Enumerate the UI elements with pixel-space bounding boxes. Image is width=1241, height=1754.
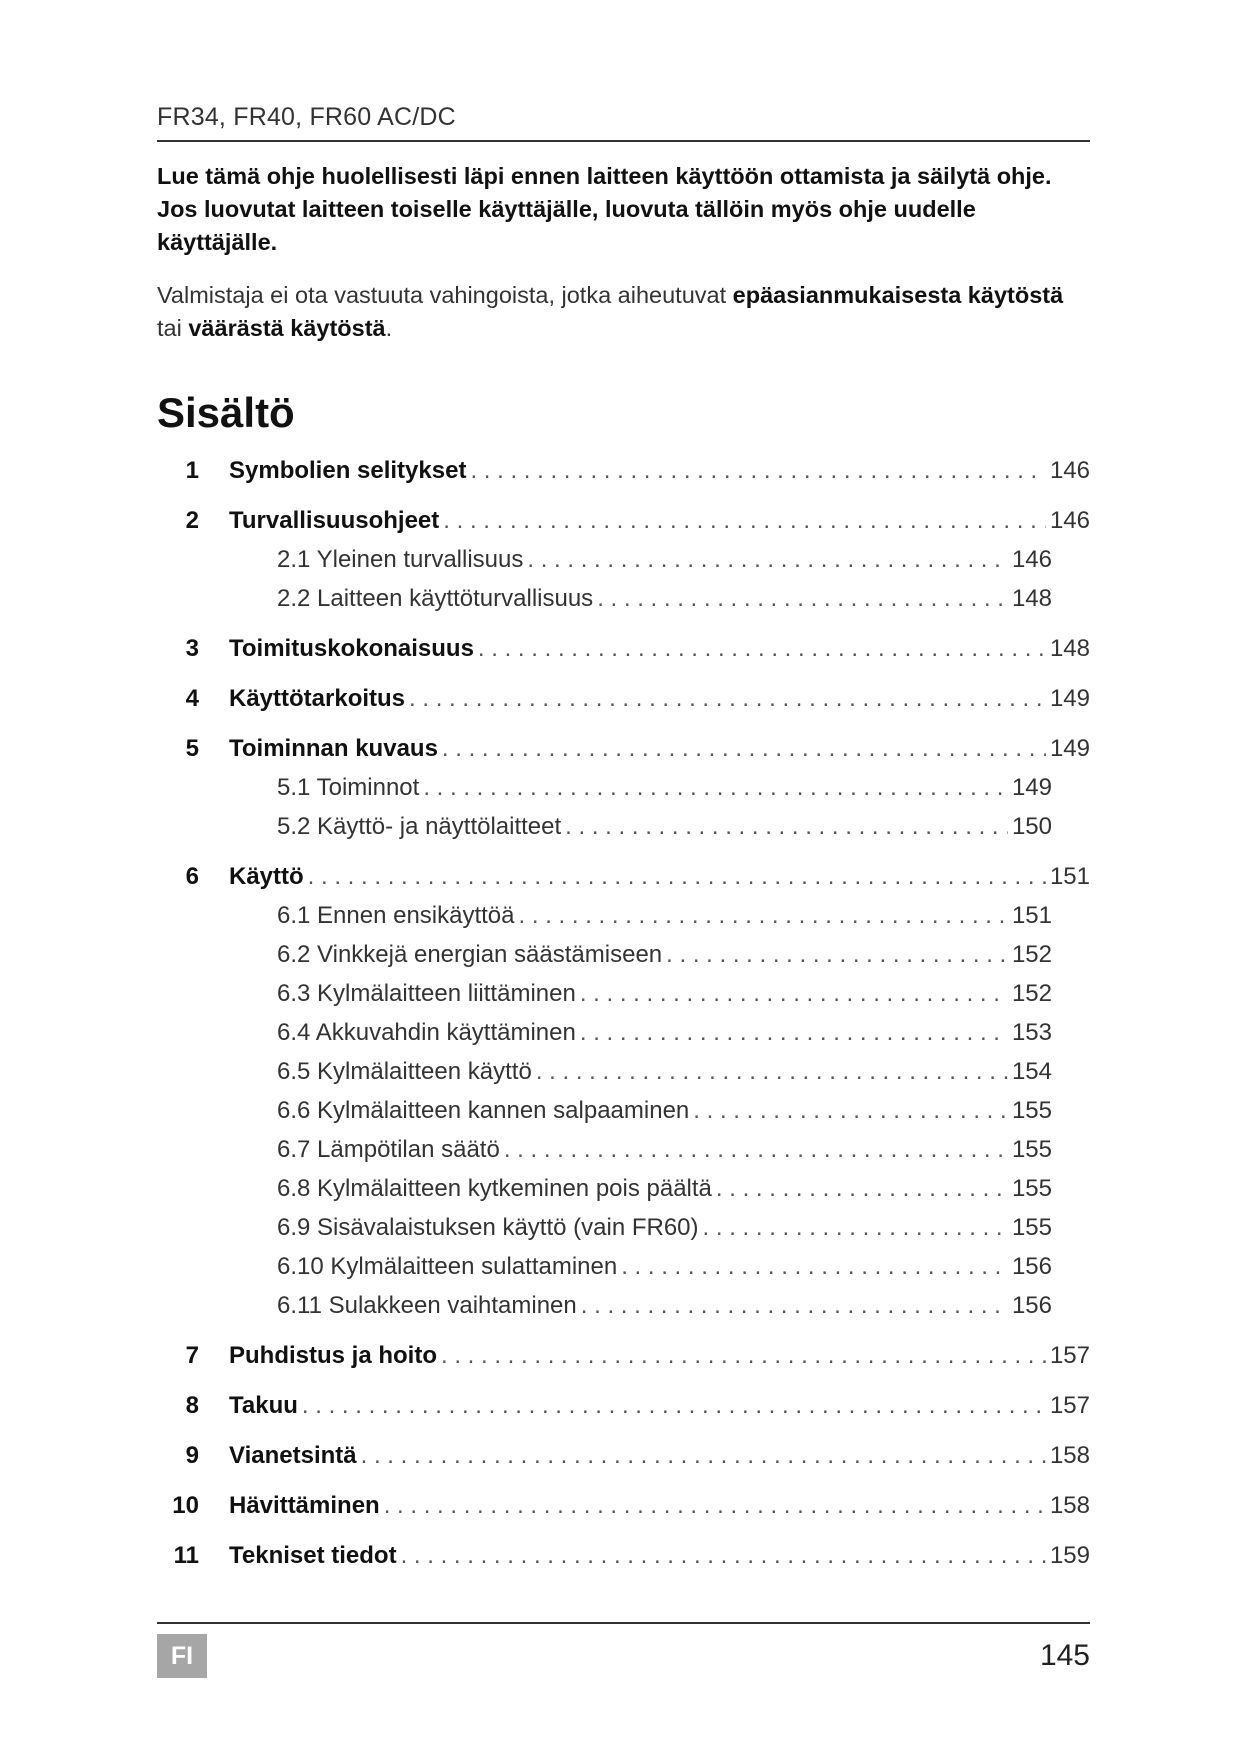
toc-chapter-entry[interactable] (157, 1342, 1090, 1381)
toc-dot-leader (361, 1442, 1046, 1470)
liability-text-2: tai (157, 315, 189, 341)
toc-chapter-entry[interactable] (157, 1542, 1090, 1581)
toc-dot-leader (703, 1214, 1008, 1242)
toc-entry-number: 6 (185, 863, 199, 890)
toc-chapter-entry[interactable] (157, 1492, 1090, 1531)
toc-entry-label: Käyttötarkoitus (229, 685, 406, 712)
toc-section-entry[interactable] (157, 585, 1052, 624)
toc-entry-page: 155 (1011, 1214, 1052, 1241)
toc-dot-leader (565, 813, 1008, 841)
toc-entry-page: 150 (1011, 813, 1052, 840)
toc-dot-leader (442, 735, 1046, 763)
toc-dot-leader (621, 1253, 1008, 1281)
toc-entry-label: Turvallisuusohjeet (229, 507, 440, 534)
toc-chapter-entry[interactable] (157, 507, 1090, 546)
toc-entry-label: 6.2 Vinkkejä energian säästämiseen (277, 941, 663, 968)
toc-section-entry[interactable] (157, 1019, 1052, 1058)
toc-entry-number: 11 (173, 1542, 199, 1569)
toc-entry-page: 148 (1011, 585, 1052, 612)
toc-section-entry[interactable] (157, 774, 1052, 813)
toc-entry-page: 155 (1011, 1175, 1052, 1202)
toc-entry-label: 2.1 Yleinen turvallisuus (277, 546, 524, 573)
toc-dot-leader (581, 1292, 1008, 1320)
toc-entry-label: 6.10 Kylmälaitteen sulattaminen (277, 1253, 618, 1280)
toc-entry-label: 6.9 Sisävalaistuksen käyttö (vain FR60) (277, 1214, 699, 1241)
toc-entry-number: 7 (185, 1342, 199, 1369)
toc-entry-page: 157 (1049, 1392, 1090, 1419)
toc-chapter-entry[interactable] (157, 1392, 1090, 1431)
toc-chapter-entry[interactable] (157, 457, 1090, 496)
toc-dot-leader (580, 1019, 1008, 1047)
toc-entry-label: Hävittäminen (229, 1492, 380, 1519)
toc-entry-label: 6.11 Sulakkeen vaihtaminen (277, 1292, 577, 1319)
toc-dot-leader (504, 1136, 1008, 1164)
toc-entry-label: Takuu (229, 1392, 298, 1419)
toc-section-entry[interactable] (157, 1058, 1052, 1097)
liability-text-3: . (385, 315, 393, 341)
toc-entry-label: Vianetsintä (229, 1442, 357, 1469)
document-model-title: FR34, FR40, FR60 AC/DC (157, 103, 456, 131)
toc-entry-page: 151 (1011, 902, 1052, 929)
toc-entry-label: Toimituskokonaisuus (229, 635, 474, 662)
toc-entry-page: 156 (1011, 1253, 1052, 1280)
toc-dot-leader (443, 507, 1046, 535)
toc-entry-label: Puhdistus ja hoito (229, 1342, 437, 1369)
toc-entry-number: 8 (185, 1392, 199, 1419)
toc-entry-page: 146 (1049, 507, 1090, 534)
toc-entry-page: 148 (1049, 635, 1090, 662)
toc-entry-label: 6.4 Akkuvahdin käyttäminen (277, 1019, 576, 1046)
toc-dot-leader (716, 1175, 1008, 1203)
toc-chapter-entry[interactable] (157, 1442, 1090, 1481)
toc-entry-number: 5 (185, 735, 199, 762)
toc-dot-leader (693, 1097, 1008, 1125)
toc-title: Sisältö (157, 389, 295, 436)
toc-entry-label: 2.2 Laitteen käyttöturvallisuus (277, 585, 594, 612)
toc-entry-page: 158 (1049, 1442, 1090, 1469)
toc-entry-page: 155 (1011, 1136, 1052, 1163)
toc-section-entry[interactable] (157, 1292, 1052, 1331)
toc-entry-label: 6.7 Lämpötilan säätö (277, 1136, 500, 1163)
toc-section-entry[interactable] (157, 902, 1052, 941)
toc-chapter-entry[interactable] (157, 635, 1090, 674)
toc-section-entry[interactable] (157, 1097, 1052, 1136)
toc-chapter-entry[interactable] (157, 735, 1090, 774)
toc-entry-page: 154 (1011, 1058, 1052, 1085)
table-of-contents (157, 457, 1090, 1581)
toc-entry-page: 153 (1011, 1019, 1052, 1046)
toc-dot-leader (536, 1058, 1008, 1086)
toc-dot-leader (401, 1542, 1046, 1570)
toc-entry-page: 146 (1011, 546, 1052, 573)
toc-entry-label: 6.8 Kylmälaitteen kytkeminen pois päältä (277, 1175, 712, 1202)
toc-entry-number: 3 (185, 635, 199, 662)
toc-entry-number: 1 (185, 457, 199, 484)
toc-dot-leader (519, 902, 1008, 930)
toc-entry-page: 146 (1049, 457, 1090, 484)
toc-entry-label: 6.6 Kylmälaitteen kannen salpaaminen (277, 1097, 690, 1124)
toc-entry-number: 10 (172, 1492, 199, 1519)
toc-entry-page: 152 (1011, 980, 1052, 1007)
liability-text-1: Valmistaja ei ota vastuuta vahingoista, jotka aiheutuvat (157, 282, 733, 308)
page-number: 145 (1039, 1639, 1090, 1672)
toc-entry-page: 152 (1011, 941, 1052, 968)
toc-section-entry[interactable] (157, 1136, 1052, 1175)
toc-dot-leader (527, 546, 1008, 574)
toc-section-entry[interactable] (157, 1253, 1052, 1292)
toc-entry-label: 5.1 Toiminnot (277, 774, 420, 801)
toc-chapter-entry[interactable] (157, 863, 1090, 902)
toc-entry-page: 151 (1049, 863, 1090, 890)
toc-entry-label: 6.3 Kylmälaitteen liittäminen (277, 980, 576, 1007)
toc-dot-leader (597, 585, 1008, 613)
liability-bold-2: väärästä käytöstä (188, 315, 386, 341)
toc-chapter-entry[interactable] (157, 685, 1090, 724)
toc-entry-label: Toiminnan kuvaus (229, 735, 438, 762)
intro-instruction: Lue tämä ohje huolellisesti läpi ennen laitteen käyttöön ottamista ja säilytä ohje. Jos luovutat laitteen toiselle käyttäjälle, luovuta tällöin myös ohje uudelle käyttäjälle. (157, 163, 1052, 255)
toc-entry-page: 149 (1011, 774, 1052, 801)
toc-dot-leader (666, 941, 1008, 969)
toc-dot-leader (308, 863, 1046, 891)
toc-dot-leader (470, 457, 1046, 485)
toc-entry-label: 6.1 Ennen ensikäyttöä (277, 902, 515, 929)
toc-entry-page: 156 (1011, 1292, 1052, 1319)
liability-notice (157, 279, 1090, 345)
toc-section-entry[interactable] (157, 813, 1052, 852)
toc-entry-number: 9 (185, 1442, 199, 1469)
toc-section-entry[interactable] (157, 941, 1052, 980)
toc-dot-leader (441, 1342, 1046, 1370)
toc-entry-page: 159 (1049, 1542, 1090, 1569)
toc-section-entry[interactable] (157, 1214, 1052, 1253)
toc-dot-leader (580, 980, 1008, 1008)
language-badge: FI (157, 1634, 207, 1678)
toc-section-entry[interactable] (157, 980, 1052, 1019)
toc-entry-page: 155 (1011, 1097, 1052, 1124)
toc-entry-page: 149 (1049, 685, 1090, 712)
toc-entry-number: 4 (185, 685, 199, 712)
toc-entry-label: Symbolien selitykset (229, 457, 467, 484)
toc-section-entry[interactable] (157, 1175, 1052, 1214)
toc-entry-page: 149 (1049, 735, 1090, 762)
toc-entry-label: 5.2 Käyttö- ja näyttölaitteet (277, 813, 562, 840)
footer-divider (157, 1622, 1090, 1624)
toc-dot-leader (409, 685, 1046, 713)
toc-entry-label: 6.5 Kylmälaitteen käyttö (277, 1058, 532, 1085)
toc-entry-page: 158 (1049, 1492, 1090, 1519)
liability-bold-1: epäasianmukaisesta käytöstä (732, 282, 1064, 308)
toc-dot-leader (302, 1392, 1046, 1420)
page-header (157, 102, 1090, 142)
toc-entry-number: 2 (185, 507, 199, 534)
toc-entry-page: 157 (1049, 1342, 1090, 1369)
toc-dot-leader (478, 635, 1046, 663)
toc-entry-label: Tekniset tiedot (229, 1542, 397, 1569)
toc-entry-label: Käyttö (229, 863, 304, 890)
toc-dot-leader (423, 774, 1008, 802)
toc-dot-leader (384, 1492, 1046, 1520)
toc-section-entry[interactable] (157, 546, 1052, 585)
